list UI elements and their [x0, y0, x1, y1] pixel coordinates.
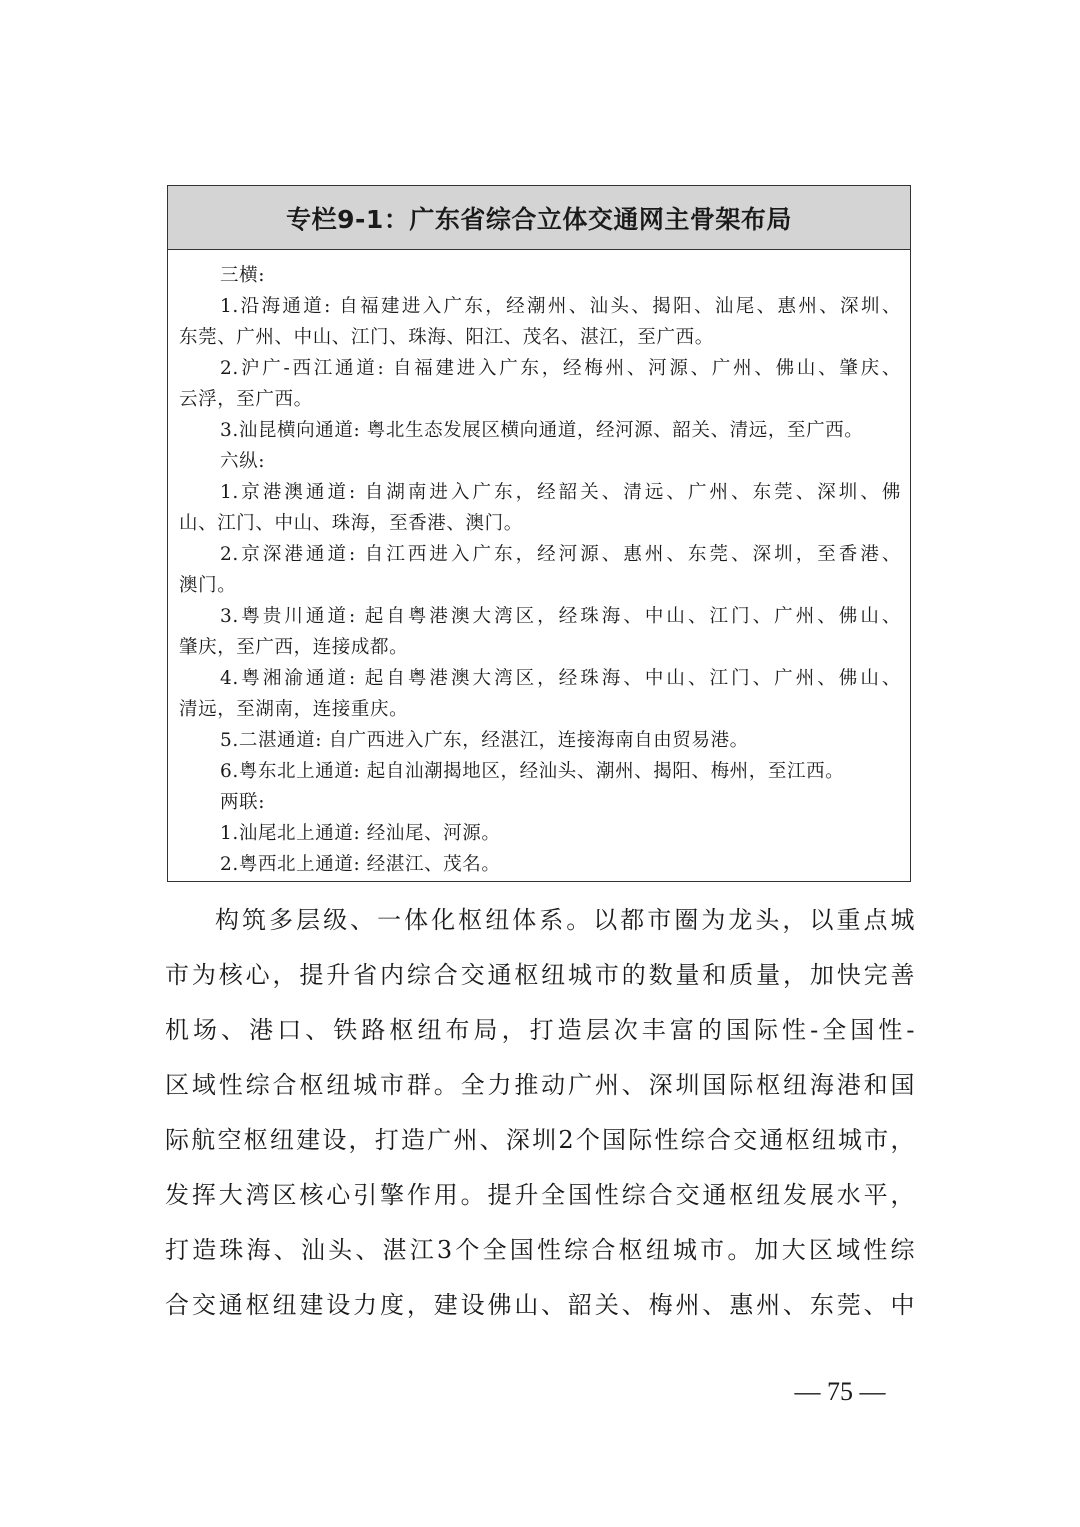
body-paragraph: [165, 893, 915, 1333]
column-box: [167, 185, 911, 882]
paragraph-line: 际航空枢纽建设，打造广州、深圳2个国际性综合交通枢纽城市，: [165, 1126, 915, 1154]
paragraph-line: 构筑多层级、一体化枢纽体系。以都市圈为龙头，以重点城: [215, 906, 915, 934]
page-number: — 75 —: [794, 1377, 886, 1406]
route-line-continued: 澳门。: [179, 575, 237, 596]
route-line-continued: 清远，至湖南，连接重庆。: [179, 699, 409, 720]
paragraph-line: 市为核心，提升省内综合交通枢纽城市的数量和质量，加快完善: [165, 961, 915, 989]
paragraph-line: 打造珠海、汕头、湛江3个全国性综合枢纽城市。加大区域性综: [165, 1236, 915, 1264]
paragraph-line: 机场、港口、铁路枢纽布局，打造层次丰富的国际性-全国性-: [165, 1016, 915, 1044]
route-line: 2.粤西北上通道: 经湛江、茂名。: [220, 854, 501, 875]
column-box-body: [168, 250, 910, 880]
route-line-continued: 肇庆，至广西，连接成都。: [179, 637, 409, 658]
route-line-continued: 山、江门、中山、珠海，至香港、澳门。: [179, 513, 523, 534]
route-line: 1.京港澳通道: 自湖南进入广东，经韶关、清远、广州、东莞、深圳、佛: [220, 482, 901, 503]
route-line: 6.粤东北上通道: 起自汕潮揭地区，经汕头、潮州、揭阳、梅州，至江西。: [220, 761, 845, 782]
paragraph-line: 合交通枢纽建设力度，建设佛山、韶关、梅州、惠州、东莞、中: [165, 1291, 915, 1319]
route-line: 3.汕昆横向通道: 粤北生态发展区横向通道，经河源、韶关、清远，至广西。: [220, 420, 864, 441]
section-heading: 六纵:: [220, 451, 266, 472]
route-line: 3.粤贵川通道: 起自粤港澳大湾区，经珠海、中山、江门、广州、佛山、: [220, 606, 901, 627]
route-line: 2.沪广-西江通道: 自福建进入广东，经梅州、河源、广州、佛山、肇庆、: [220, 358, 901, 379]
route-line-continued: 东莞、广州、中山、江门、珠海、阳江、茂名、湛江，至广西。: [179, 327, 714, 348]
section-heading: 两联:: [220, 792, 266, 813]
paragraph-line: 区域性综合枢纽城市群。全力推动广州、深圳国际枢纽海港和国: [165, 1071, 915, 1099]
route-line: 2.京深港通道: 自江西进入广东，经河源、惠州、东莞、深圳，至香港、: [220, 544, 901, 565]
column-box-title: 专栏9-1：广东省综合立体交通网主骨架布局: [168, 186, 910, 250]
route-line: 1.汕尾北上通道: 经汕尾、河源。: [220, 823, 501, 844]
route-line: 1.沿海通道: 自福建进入广东，经潮州、汕头、揭阳、汕尾、惠州、深圳、: [220, 296, 901, 317]
section-heading: 三横:: [220, 265, 266, 286]
route-line: 5.二湛通道: 自广西进入广东，经湛江，连接海南自由贸易港。: [220, 730, 749, 751]
paragraph-line: 发挥大湾区核心引擎作用。提升全国性综合交通枢纽发展水平，: [165, 1181, 915, 1209]
route-line: 4.粤湘渝通道: 起自粤港澳大湾区，经珠海、中山、江门、广州、佛山、: [220, 668, 901, 689]
route-line-continued: 云浮，至广西。: [179, 389, 313, 410]
